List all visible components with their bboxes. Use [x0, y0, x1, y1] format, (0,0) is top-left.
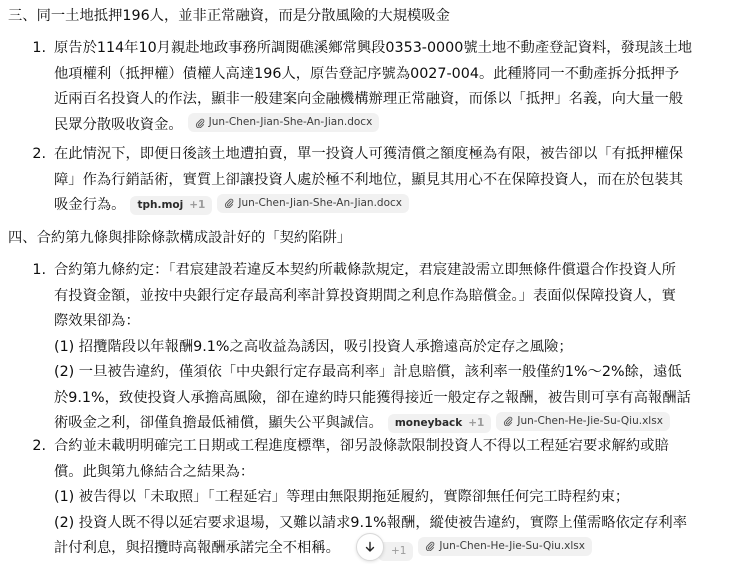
section-heading-3: 三、同一土地抵押196人，並非正常融資，而是分散風險的大規模吸金 — [8, 8, 450, 24]
paragraph-line: 有投資金額，並按中央銀行定存最高利率計算投資期間之利息作為賠償金。」表面似保障投資人，實 — [54, 287, 676, 304]
list-item-3-2 — [26, 142, 726, 219]
paragraph-line: (2) 投資人既不得以延宕要求退場，又難以請求9.1%報酬，縱使被告違約，實際上僅需略依定存利率 — [54, 514, 687, 531]
paragraph-line: 合約第九條約定：「君宸建設若違反本契約所載條款規定，君宸建設需立即無條件償還合作投資人所 — [54, 262, 676, 278]
arrow-down-icon — [364, 541, 376, 553]
paragraph-line: (2) 一旦被告違約，僅須依「中央銀行定存最高利率」計息賠償，該利率一般僅約1%～2%餘，遠低 — [54, 364, 682, 380]
paragraph-line: (1) 被告得以「未取照」「工程延宕」等理由無限期拖延履約，實際卻無任何完工時程約束； — [54, 489, 630, 505]
paperclip-icon — [195, 118, 205, 128]
source-chip-tph-moj[interactable]: tph.moj +1 — [130, 196, 212, 215]
scroll-to-bottom-button[interactable] — [356, 533, 384, 561]
paragraph-line: 民眾分散吸收資金。 Jun-Chen-Jian-She-An-Jian.docx — [54, 113, 722, 139]
source-chip-docx[interactable]: Jun-Chen-Jian-She-An-Jian.docx — [217, 194, 409, 213]
source-chip-hidden[interactable]: +1 — [378, 542, 413, 561]
paperclip-icon — [503, 416, 513, 426]
list-number: 1. — [32, 262, 46, 278]
paragraph-line: 計付利息，與招攬時高報酬承諾完全不相稱。 +1 Jun-Chen-He-Jie-Su-Qiu.xlsx — [54, 536, 722, 562]
paragraph-line: 障」作為行銷話術，實質上卻讓投資人處於極不利地位，顯見其用心不在保障投資人，而在於包裝其 — [54, 171, 684, 188]
paragraph-line: (1) 招攬階段以年報酬9.1%之高收益為誘因，吸引投資人承擔遠高於定存之風險； — [54, 338, 573, 355]
paragraph-line: 在此情況下，即便日後該土地遭拍賣，單一投資人可獲清償之額度極為有限，被告卻以「有抵押權保 — [54, 146, 684, 162]
paragraph-line: 近兩百名投資人的作法，顯非一般建案向金融機構辦理正常融資，而係以「抵押」名義，向大量一般 — [54, 91, 684, 107]
source-chip-xlsx[interactable]: Jun-Chen-He-Jie-Su-Qiu.xlsx — [496, 412, 670, 431]
section-heading-4: 四、合約第九條與排除條款構成設計好的「契約陷阱」 — [8, 230, 352, 246]
source-chip-xlsx[interactable]: Jun-Chen-He-Jie-Su-Qiu.xlsx — [418, 537, 592, 556]
paragraph-line: 償。此與第九條結合之結果為： — [54, 463, 255, 480]
paragraph-line: 合約並未載明明確完工日期或工程進度標準，卻另設條款限制投資人不得以工程延宕要求解約或賠 — [54, 438, 669, 454]
list-number: 2. — [32, 146, 46, 162]
paragraph-line: 原告於114年10月親赴地政事務所調閱礁溪鄉常興段0353-0000號土地不動產登記資料，發現該土地 — [54, 40, 693, 56]
list-number: 1. — [32, 40, 46, 56]
paragraph-line: 際效果卻為： — [54, 313, 140, 329]
source-chip-moneyback[interactable]: moneyback +1 — [388, 414, 492, 433]
paragraph-line: 吸金行為。 tph.moj +1 Jun-Chen-Jian-She-An-Jian.docx — [54, 193, 722, 219]
list-item-4-1 — [26, 258, 726, 437]
paragraph-line: 他項權利（抵押權）債權人高達196人，原告登記序號為0027-004。此種將同一不動產拆分抵押予 — [54, 65, 680, 82]
paperclip-icon — [425, 541, 435, 551]
list-item-3-1 — [26, 36, 726, 138]
source-chip-docx[interactable]: Jun-Chen-Jian-She-An-Jian.docx — [188, 113, 380, 132]
paragraph-line: 術吸金之利，卻僅負擔最低補償，顯失公平與誠信。 moneyback +1 Jun-Chen-He-Jie-Su-Qiu.xlsx — [54, 411, 722, 437]
paragraph-line: 於9.1%，致使投資人承擔高風險，卻在違約時只能獲得接近一般定存之報酬，被告則可享有高報酬話 — [54, 389, 691, 406]
paperclip-icon — [224, 198, 234, 208]
list-number: 2. — [32, 438, 46, 454]
